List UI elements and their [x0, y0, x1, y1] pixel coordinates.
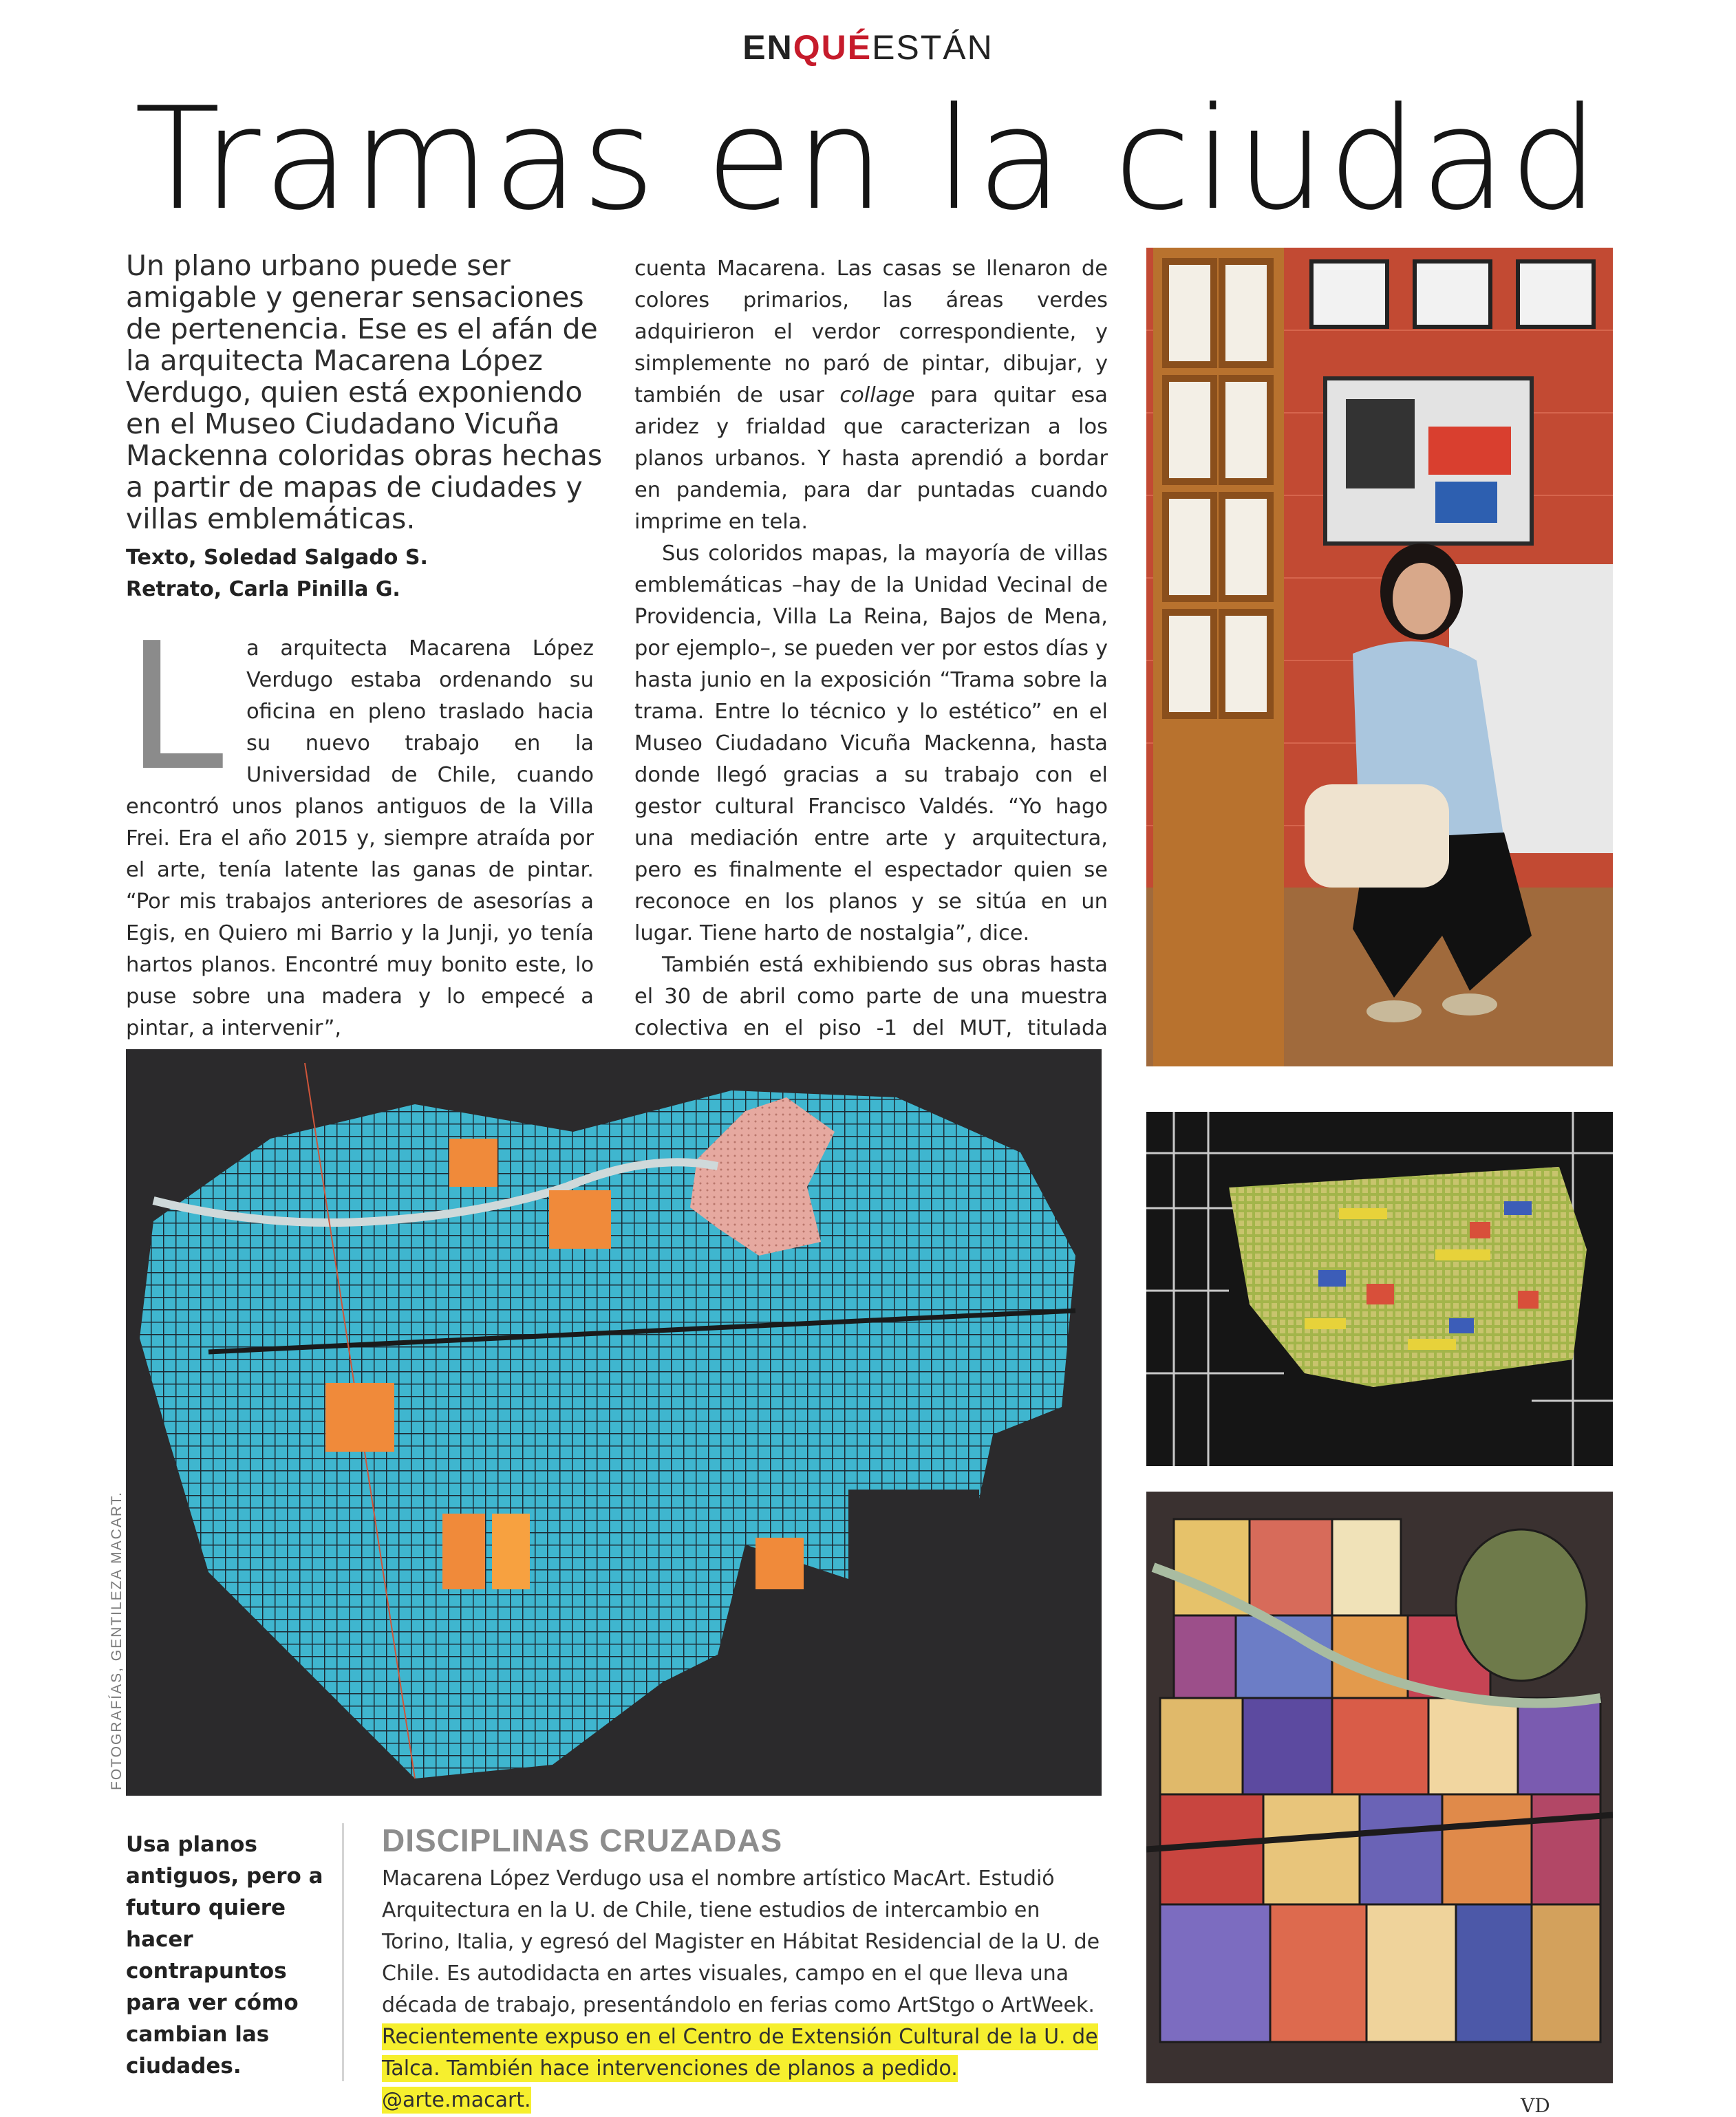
drop-cap: L	[126, 605, 224, 810]
sidebar-highlighted-text: Recientemente expuso en el Centro de Extensión Cultural de la U. de Talca. También hace intervenciones de planos a pedido. @arte.macart.	[382, 2025, 1098, 2112]
body-paragraph-4-text: También está exhibiendo sus obras hasta el 30 de abril como parte de una muestra colectiva en el piso -1 del MUT, titulada	[634, 953, 1108, 1040]
section-tag-part3: ESTÁN	[872, 28, 994, 67]
section-tag-part2: QUÉ	[793, 28, 872, 67]
artist-portrait-photo	[1146, 248, 1613, 1066]
sidebar-text: Macarena López Verdugo usa el nombre artístico MacArt. Estudió Arquitectura en la U. de Chile, tiene estudios de intercambio en Torino, Italia, y egresó del Magister en Hábitat Residencial de la U. de Chile. Es autodidacta en artes visuales, campo en el que lleva una década de trabajo, presentándolo en ferias como ArtStgo o ArtWeek.	[382, 1867, 1100, 2017]
city-map-artwork	[126, 1049, 1102, 1796]
sidebar-body	[382, 1863, 1101, 2116]
section-tag-part1: EN	[742, 28, 793, 67]
headline: Tramas en la ciudad	[134, 78, 1602, 241]
photo-credit-vertical: FOTOGRAFÍAS, GENTILEZA MACART.	[109, 1491, 125, 1790]
body-paragraph-2a: cuenta Macarena. Las casas se llenaron de colores primarios, las áreas verdes adquirieron el verdor correspondiente, y simplemente no paró de pintar, dibujar, y también de usar	[634, 257, 1108, 407]
body-column-left	[126, 605, 594, 1044]
text-credit: Texto, Soledad Salgado S.	[126, 546, 428, 570]
body-paragraph-2-italic: collage	[839, 383, 915, 407]
sidebar-title: DISCIPLINAS CRUZADAS	[382, 1823, 783, 1858]
sidebar-divider	[342, 1823, 344, 2081]
photo-credit-portrait: Retrato, Carla Pinilla G.	[126, 577, 400, 601]
body-paragraph-3: Sus coloridos mapas, la mayoría de villas emblemáticas –hay de la Unidad Vecinal de Providencia, Villa La Reina, Bajos de Mena, por ejemplo–, se pueden ver por estos días y hasta junio en la exposición “Trama sobre la trama. Entre lo técnico y lo estético” en el Museo Ciudadano Vicuña Mackenna, hasta donde llegó gracias a su trabajo con el gestor cultural Francisco Valdés. “Yo hago una mediación entre arte y arquitectura, pero es finalmente el espectador quien se reconoce en los planos y se sitúa en un lugar. Tiene harto de nostalgia”, dice.	[634, 541, 1108, 945]
folio: VD	[1521, 2094, 1550, 2117]
section-tag	[0, 28, 1736, 67]
villa-map-artwork	[1146, 1112, 1613, 1466]
body-paragraph-2b: para quitar esa aridez y frialdad que caracterizan a los planos urbanos. Y hasta aprendió a bordar en pandemia, para dar puntadas cuando imprime en tela.	[634, 383, 1108, 534]
credits	[126, 542, 614, 605]
body-column-right	[634, 253, 1108, 1076]
body-paragraph-1: a arquitecta Macarena López Verdugo estaba ordenando su oficina en pleno traslado hacia su nuevo trabajo en la Universidad de Chile, cuando encontró unos planos antiguos de la Villa Frei. Era el año 2015 y, siempre atraída por el arte, tenía latente las ganas de pintar. “Por mis trabajos anteriores de asesorías a Egis, en Quiero mi Barrio y la Junji, yo tenía hartos planos. Encontré muy bonito este, lo puse sobre una madera y lo empecé a pintar, a intervenir”,	[126, 636, 594, 1040]
lead-paragraph: Un plano urbano puede ser amigable y generar sensaciones de pertenencia. Ese es el afán de la arquitecta Macarena López Verdugo, quien está exponiendo en el Museo Ciudadano Vicuña Mackenna coloridas obras hechas a partir de mapas de ciudades y villas emblemáticas.	[126, 249, 603, 535]
image-caption: Usa planos antiguos, pero a futuro quiere hacer contrapuntos para ver cómo cambian las ciudades.	[126, 1832, 323, 2078]
colorful-map-artwork	[1146, 1492, 1613, 2083]
body-paragraph-2	[634, 253, 1108, 538]
